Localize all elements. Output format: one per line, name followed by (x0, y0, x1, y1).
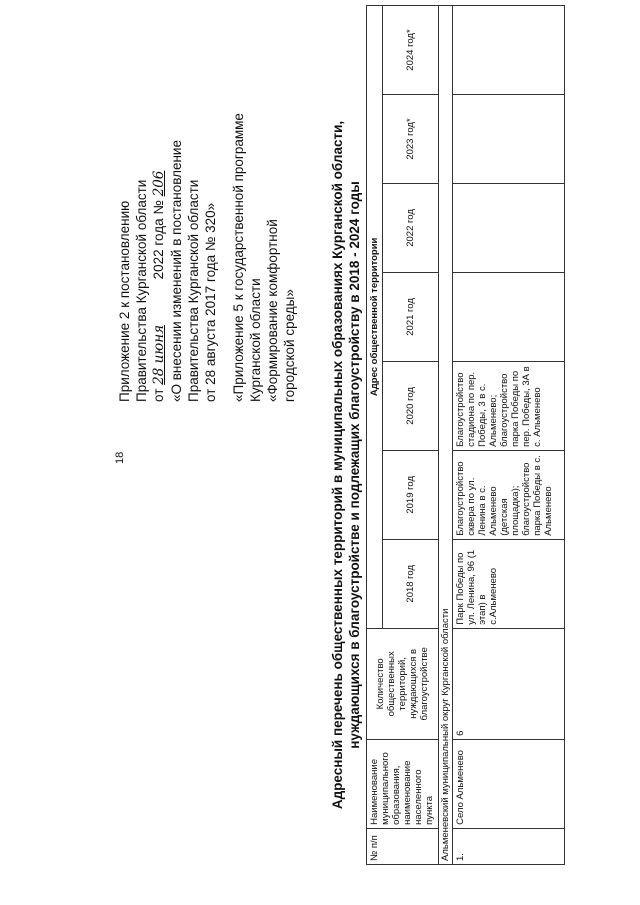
header-line: «О внесении изменений в постановление (169, 140, 184, 402)
col-num-header: № п/п (367, 828, 439, 864)
program-line: Курганской области (248, 278, 263, 402)
section-label: Альменевский муниципальный округ Курганской области (439, 6, 453, 865)
row-2018: Парк Победы по ул. Ленина, 96 (1 этап) в с.Альменево (453, 539, 565, 628)
row-2023 (453, 95, 565, 184)
col-year-2018: 2018 год (383, 539, 439, 628)
date-mid: 2022 года № (151, 200, 166, 280)
document-title (329, 65, 363, 865)
header-line: Правительства Курганской области (134, 179, 149, 402)
header-line: Правительства Курганской области (186, 179, 201, 402)
program-line: «Приложение 5 к государственной программе (231, 113, 246, 402)
program-header (230, 113, 298, 402)
title-line: нуждающихся в благоустройстве и подлежащих благоустройству в 2018 - 2024 годы (347, 181, 362, 749)
section-row (439, 6, 453, 865)
row-name: Село Альменево (453, 739, 565, 828)
row-2021 (453, 272, 565, 361)
row-2022 (453, 183, 565, 272)
row-2024 (453, 6, 565, 95)
territories-table (366, 5, 565, 865)
handwritten-number: 206 (151, 170, 167, 197)
col-year-2019: 2019 год (383, 450, 439, 539)
row-2019: Благоустройство сквера по ул. Ленина в с. Альменево (детская площадка); благоустройство парка Победы в с. Альменево (453, 450, 565, 539)
page-number: 18 (114, 451, 126, 464)
program-line: городской среды» (282, 289, 297, 402)
program-line: «Формирование комфортной (265, 219, 280, 402)
col-year-2021: 2021 год (383, 272, 439, 361)
date-prefix: от (151, 388, 166, 402)
table-row (453, 6, 565, 865)
table-header-row (367, 6, 383, 865)
title-line: Адресный перечень общественных территорий в муниципальных образованиях Курганской области, (330, 120, 345, 810)
col-year-2022: 2022 год (383, 183, 439, 272)
col-count-header: Количество общественных территорий, нуждающихся в благоустройстве (367, 628, 439, 739)
appendix-header (116, 140, 219, 402)
row-count: 6 (453, 628, 565, 739)
col-municipality-header: Наименование муниципального образования, наименование населенного пункта (367, 739, 439, 828)
header-line: от 28 августа 2017 года № 320» (203, 202, 218, 402)
row-num: 1. (453, 828, 565, 864)
col-year-2023: 2023 год* (383, 95, 439, 184)
col-year-2020: 2020 год (383, 361, 439, 450)
col-address-group-header: Адрес общественной территории (367, 6, 383, 629)
header-line: Приложение 2 к постановлению (117, 200, 132, 402)
row-2020: Благоустройство стадиона по пер. Победы, 3 в с. Альменево; благоустройство парка Победы по пер. Победы, 3А в с. Альменево (453, 361, 565, 450)
handwritten-date: 28 июня (151, 324, 167, 385)
col-year-2024: 2024 год* (383, 6, 439, 95)
header-line-date (150, 140, 168, 402)
